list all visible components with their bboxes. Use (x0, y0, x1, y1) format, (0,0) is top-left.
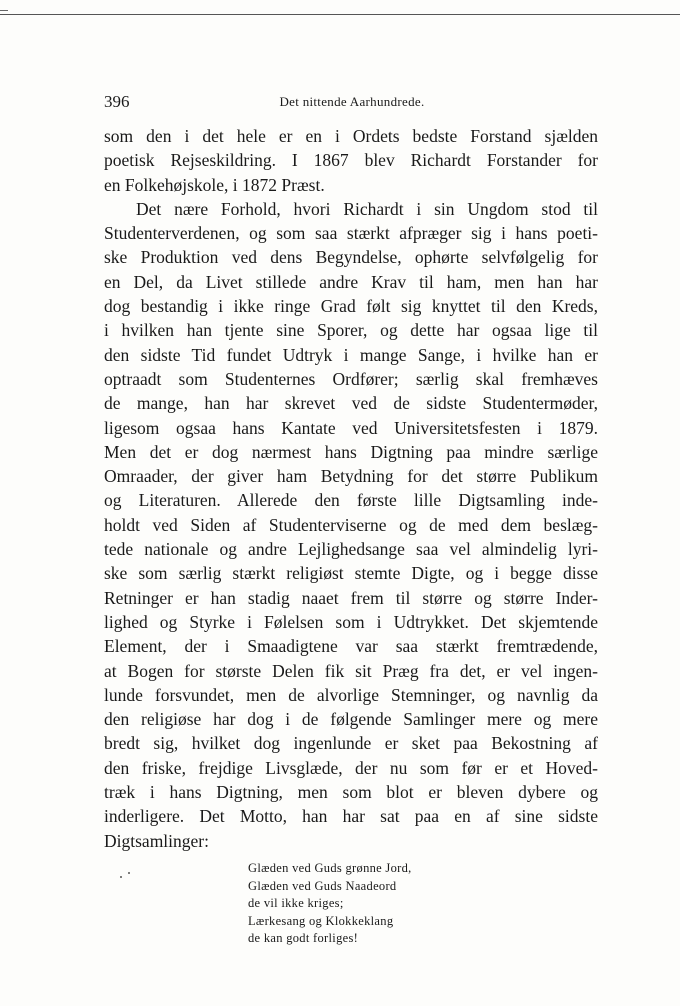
body-text (104, 124, 598, 853)
text-line: Men det er dog nærmest hans Digtning paa mindre særlige (104, 441, 598, 462)
verse-line: Glæden ved Guds Naadeord (248, 878, 397, 893)
text-line: ske Produktion ved dens Begyndelse, ophørte selvfølgelig for (104, 247, 598, 268)
verse-line: Glæden ved Guds grønne Jord, (248, 861, 412, 875)
page-header (104, 92, 600, 112)
text-line: en Del, da Livet stillede andre Krav til ham, men han har (104, 271, 598, 292)
text-line: dog bestandig i ikke ringe Grad følt sig knyttet til den Kreds, (104, 296, 598, 317)
verse-line: Lærkesang og Klokkeklang (248, 913, 394, 928)
text-line: at Bogen for største Delen fik sit Præg fra det, er vel ingen- (104, 660, 598, 681)
text-line: Studenterverdenen, og som saa stærkt afpræger sig i hans poeti- (104, 223, 598, 244)
text-line: træk i hans Digtning, men som blot er bleven dybere og (104, 782, 598, 803)
text-line: den sidste Tid fundet Udtryk i mange Sange, i hvilke han er (104, 344, 598, 365)
verse-quote (248, 860, 508, 948)
text-line: som den i det hele er en i Ordets bedste Forstand sjælden (104, 126, 598, 146)
verse-line: de vil ikke kriges; (248, 896, 344, 911)
text-line: lunde forsvundet, men de alvorlige Stemninger, og navnlig da (104, 684, 598, 705)
text-line: Det nære Forhold, hvori Richardt i sin Ungdom stod til (136, 198, 598, 219)
text-line: ske som særlig stærkt religiøst stemte Digte, og i begge disse (104, 563, 598, 584)
text-line: ligesom ogsaa hans Kantate ved Universitetsfesten i 1879. (104, 417, 598, 438)
text-line: inderligere. Det Motto, han har sat paa en af sine sidste (104, 806, 598, 827)
text-line: en Folkehøjskole, i 1872 Præst. (104, 174, 325, 195)
text-line: Omraader, der giver ham Betydning for det større Publikum (104, 466, 598, 487)
print-speck (120, 876, 122, 878)
text-line: den religiøse har dog i de følgende Samlinger mere og mere (104, 709, 598, 730)
text-line: i hvilken han tjente sine Sporer, og dette har ogsaa lige til (104, 320, 598, 341)
text-line: Retninger er han stadig naaet frem til større og større Inder- (104, 587, 598, 608)
verse-line: de kan godt forliges! (248, 931, 359, 946)
page-number: 396 (104, 92, 130, 111)
running-title: Det nittende Aarhundrede. (279, 94, 425, 109)
text-line: Digtsamlinger: (104, 830, 209, 851)
text-line: og Literaturen. Allerede den første lille Digtsamling inde- (104, 490, 598, 511)
text-line: holdt ved Siden af Studenterviserne og de med dem beslæg- (104, 514, 598, 535)
text-line: de mange, han har skrevet ved de sidste Studentermøder, (104, 393, 598, 414)
text-line: den friske, frejdige Livsglæde, der nu som før er et Hoved- (104, 757, 598, 778)
text-line: tede nationale og andre Lejlighedsange saa vel almindelig lyri- (104, 539, 598, 560)
text-line: lighed og Styrke i Følelsen som i Udtrykket. Det skjemtende (104, 611, 598, 632)
text-line: poetisk Rejseskildring. I 1867 blev Richardt Forstander for (104, 150, 598, 171)
top-rule (0, 14, 680, 15)
text-line: optraadt som Studenternes Ordfører; særlig skal fremhæves (104, 368, 598, 389)
text-line: bredt sig, hvilket dog ingenlunde er sket paa Bekostning af (104, 733, 598, 754)
page-edge-mark (0, 10, 8, 11)
print-speck (128, 872, 130, 874)
text-line: Element, der i Smaadigtene var saa stærkt fremtrædende, (104, 636, 598, 657)
